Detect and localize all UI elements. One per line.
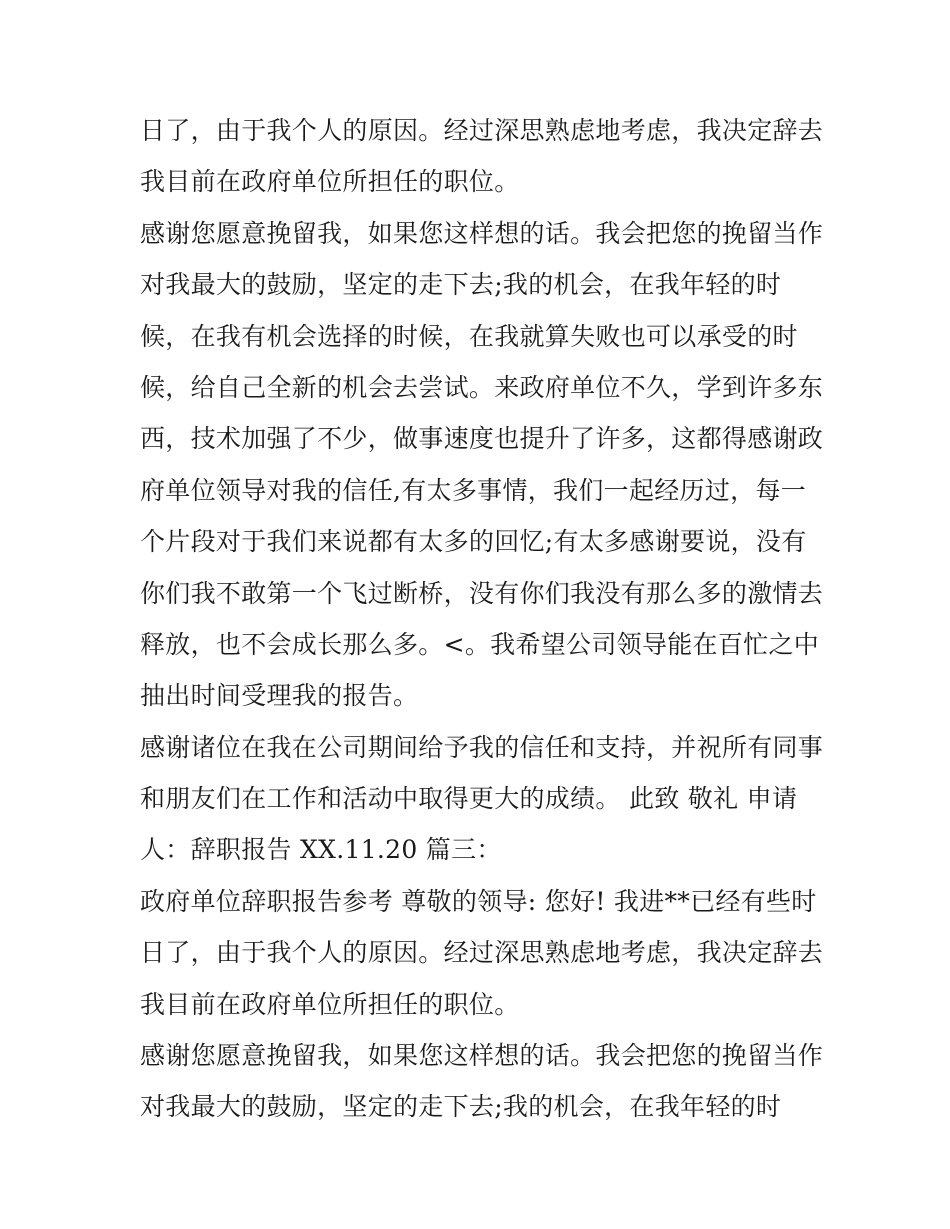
text-line: 感谢您愿意挽留我，如果您这样想的话。我会把您的挽留当作 [140, 218, 824, 248]
text-line: 府单位领导对我的信任,有太多事情，我们一起经历过，每一 [140, 475, 807, 505]
text-line: 感谢您愿意挽留我，如果您这样想的话。我会把您的挽留当作 [140, 1041, 824, 1071]
text-line: 对我最大的鼓励，坚定的走下去;我的机会，在我年轻的时 [140, 270, 782, 300]
text-line: 抽出时间受理我的报告。 [140, 681, 419, 711]
text-line: 候，在我有机会选择的时候，在我就算失败也可以承受的时 [140, 321, 798, 351]
text-line: 日了，由于我个人的原因。经过深思熟虑地考虑，我决定辞去 [140, 116, 824, 145]
text-line: 日了，由于我个人的原因。经过深思熟虑地考虑，我决定辞去 [140, 938, 824, 968]
text-line: 和朋友们在工作和活动中取得更大的成绩。 此致 敬礼 申请 [140, 784, 798, 814]
text-line: 我目前在政府单位所担任的职位。 [140, 989, 520, 1019]
text-line: 释放，也不会成长那么多。<。我希望公司领导能在百忙之中 [140, 629, 820, 659]
text-line: 感谢诸位在我在公司期间给予我的信任和支持，并祝所有同事 [140, 732, 824, 762]
text-line: 个片段对于我们来说都有太多的回忆;有太多感谢要说，没有 [140, 527, 807, 557]
text-line: 人：辞职报告 XX.11.20 篇三： [140, 835, 502, 865]
text-line: 你们我不敢第一个飞过断桥，没有你们我没有那么多的激情去 [140, 578, 824, 608]
text-line: 西，技术加强了不少，做事速度也提升了许多，这都得感谢政 [140, 424, 824, 454]
text-line: 对我最大的鼓励，坚定的走下去;我的机会，在我年轻的时 [140, 1092, 782, 1122]
text-line: 我目前在政府单位所担任的职位。 [140, 167, 520, 197]
document-body [140, 105, 824, 1133]
text-line: 候，给自己全新的机会去尝试。来政府单位不久，学到许多东 [140, 372, 824, 402]
text-line: 政府单位辞职报告参考 尊敬的领导: 您好! 我进**已经有些时 [140, 886, 817, 916]
